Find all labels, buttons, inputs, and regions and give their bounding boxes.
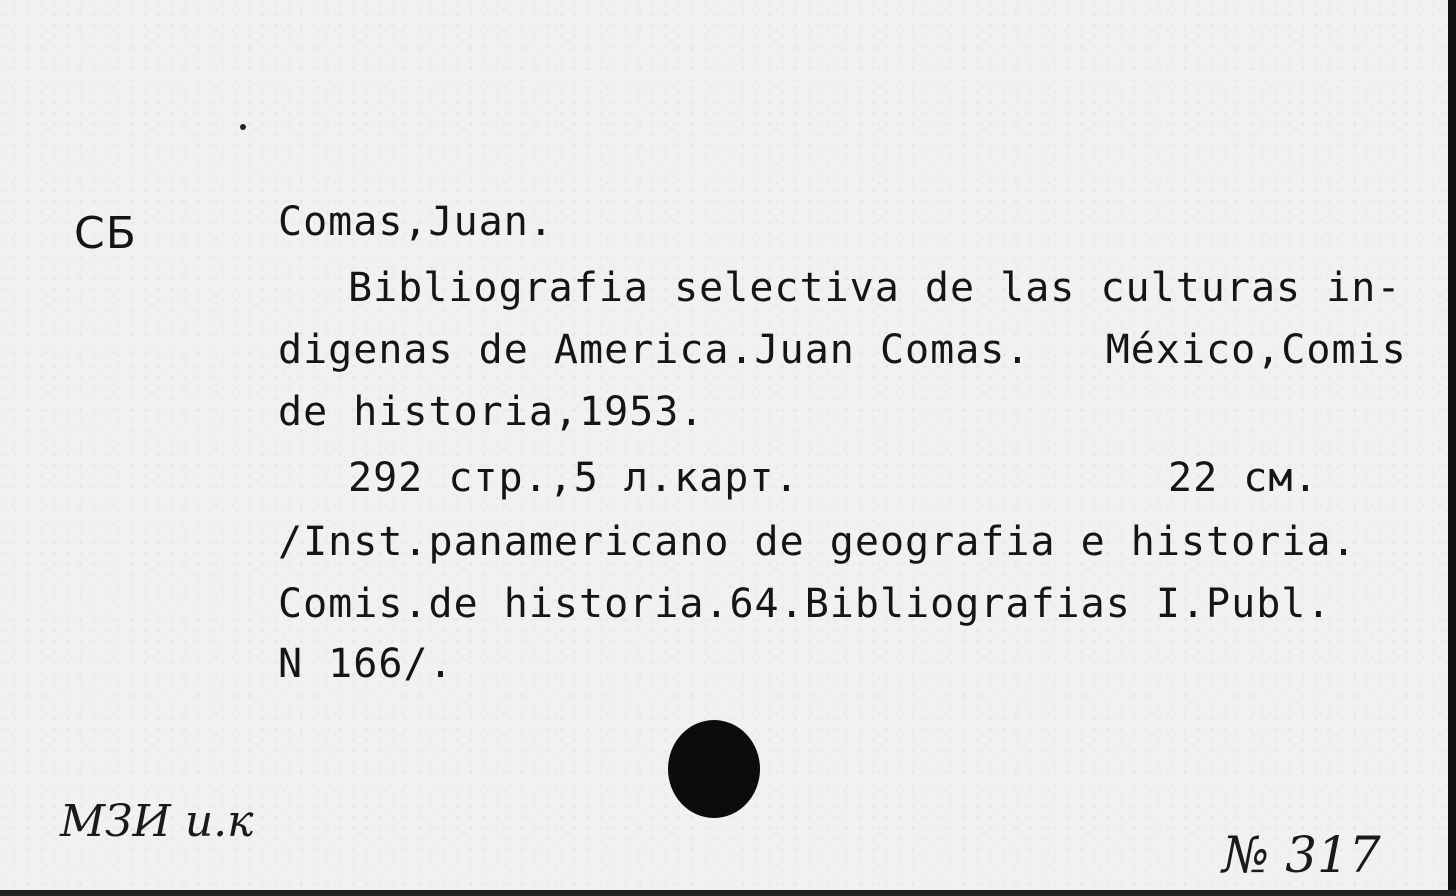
- title-line-1: Bibliografia selectiva de las culturas in-: [348, 265, 1402, 311]
- series-line-2: Comis.de historia.64.Bibliografias I.Publ.: [278, 581, 1332, 627]
- shelf-mark: СБ: [74, 208, 137, 259]
- ink-dot: [240, 124, 246, 130]
- scan-edge-bottom: [0, 890, 1456, 896]
- punch-hole: [668, 720, 760, 818]
- title-line-3: de historia,1953.: [278, 389, 705, 435]
- handwritten-location: МЗИ и.к: [60, 796, 254, 847]
- series-line-3: N 166/.: [278, 641, 454, 687]
- collation-size: 22 см.: [1168, 455, 1319, 501]
- scan-edge-right: [1448, 0, 1456, 896]
- author-heading: Comas,Juan.: [278, 199, 554, 245]
- series-line-1: /Inst.panamericano de geografia e historia.: [278, 519, 1357, 565]
- title-line-2: digenas de America.Juan Comas. México,Comis: [278, 327, 1407, 373]
- handwritten-number: № 317: [1222, 826, 1381, 884]
- collation-pages: 292 стр.,5 л.карт.: [348, 455, 800, 501]
